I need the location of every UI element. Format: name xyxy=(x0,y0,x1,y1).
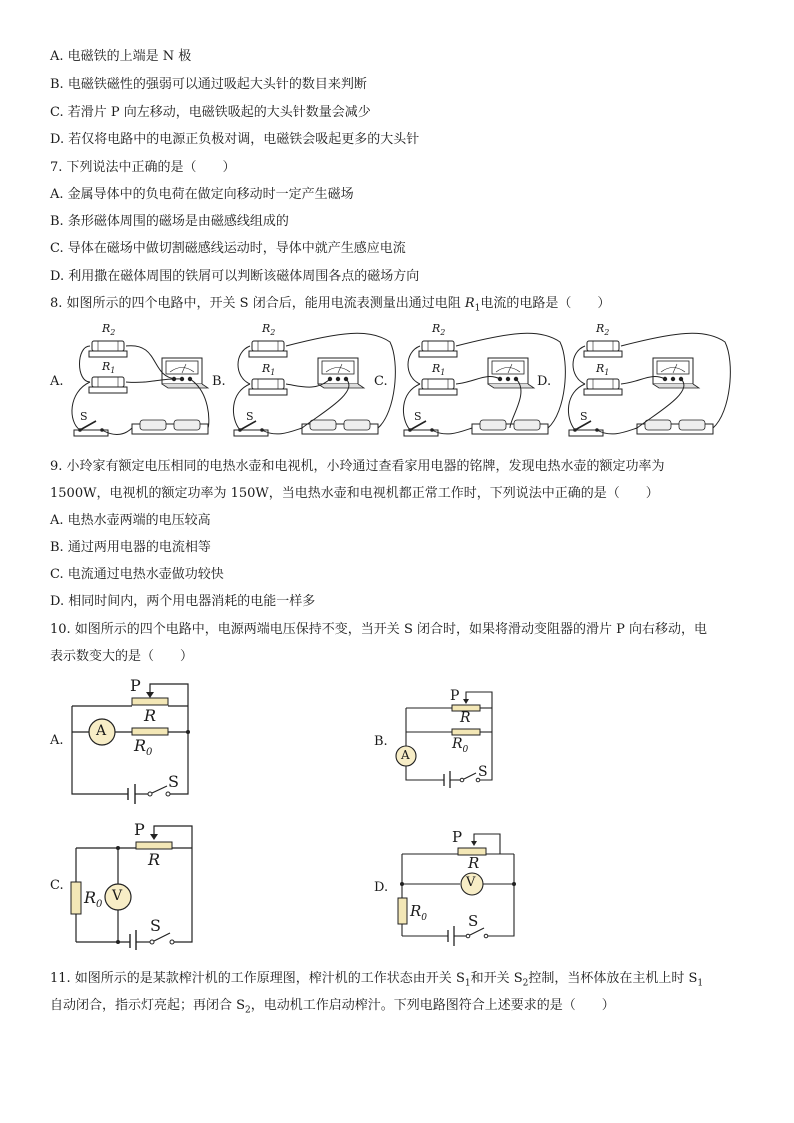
q8a-switch xyxy=(74,421,108,436)
q8a-r2-label: $R_2$ xyxy=(102,322,116,338)
q8-circuit-a xyxy=(72,341,209,436)
q10d-p: P xyxy=(452,828,463,846)
q9-option-b: B. 通过两用电器的电流相等 xyxy=(50,540,211,555)
q8a-ammeter xyxy=(162,358,208,388)
q10c-s: S xyxy=(150,916,161,935)
q10c-p: P xyxy=(134,820,145,839)
q8c-r1-label: $R_1$ xyxy=(432,362,446,378)
q8c-resistor-r2 xyxy=(419,341,457,357)
q8c-s-label: S xyxy=(414,410,422,423)
q8c-resistor-r1 xyxy=(419,379,457,395)
q8d-battery xyxy=(637,420,713,434)
q8-stem: 8. 如图所示的四个电路中，开关 S 闭合后，能用电流表测量出通过电阻 $R_1$电流的电路是（ ） xyxy=(50,296,611,314)
q8d-r1-label: $R_1$ xyxy=(596,362,610,378)
q10c-r0: $R_0$ xyxy=(84,888,103,911)
q8a-battery xyxy=(132,420,208,434)
q8d-resistor-r2 xyxy=(584,341,622,357)
q6-option-b: B. 电磁铁磁性的强弱可以通过吸起大头针的数目来判断 xyxy=(50,77,367,92)
q10-stem-line2: 表示数变大的是（ ） xyxy=(50,649,194,664)
q8d-r2-label: $R_2$ xyxy=(596,322,610,338)
q9-option-d: D. 相同时间内，两个用电器消耗的电能一样多 xyxy=(50,594,316,609)
q8-figures xyxy=(50,322,760,444)
q8-label-d: D. xyxy=(537,374,552,389)
q8b-resistor-r1 xyxy=(249,379,287,395)
q10-stem-line1: 10. 如图所示的四个电路中，电源两端电压保持不变，当开关 S 闭合时，如果将滑动变阻器的滑片 P 向右移动，电 xyxy=(50,622,707,637)
q10b-p: P xyxy=(450,688,460,704)
q7-option-b: B. 条形磁体周围的磁场是由磁感线组成的 xyxy=(50,214,289,229)
q10d-voltmeter: V xyxy=(466,875,476,890)
q8a-r1-label: $R_1$ xyxy=(102,360,116,376)
q10-circuit-b xyxy=(374,688,514,788)
q10a-r0: $R_0$ xyxy=(134,736,153,759)
q6-option-d: D. 若仅将电路中的电源正负极对调，电磁铁会吸起更多的大头针 xyxy=(50,132,420,147)
q7-option-c: C. 导体在磁场中做切割磁感线运动时，导体中就产生感应电流 xyxy=(50,241,406,256)
q7-option-d: D. 利用撒在磁体周围的铁屑可以判断该磁体周围各点的磁场方向 xyxy=(50,269,420,284)
q8-circuit-b xyxy=(233,333,395,436)
q10-label-d: D. xyxy=(374,880,389,895)
q8-label-a: A. xyxy=(50,374,64,389)
q10-circuit-d xyxy=(374,828,534,946)
q8b-r2-label: $R_2$ xyxy=(262,322,276,338)
q10b-s: S xyxy=(478,764,488,780)
q8c-r2-label: $R_2$ xyxy=(432,322,446,338)
q11-stem-line2: 自动闭合，指示灯亮起；再闭合 $S_2$，电动机工作启动榨汁。下列电路图符合上述要求的是（ ） xyxy=(50,998,615,1016)
q10c-voltmeter: V xyxy=(112,888,123,904)
q10d-s: S xyxy=(468,912,479,930)
q9-option-a: A. 电热水壶两端的电压较高 xyxy=(50,513,211,528)
q8d-resistor-r1 xyxy=(584,379,622,395)
q10b-ammeter: A xyxy=(401,748,410,762)
q8b-ammeter xyxy=(318,358,364,388)
q8-circuit-d xyxy=(568,333,730,436)
q10b-r: R xyxy=(460,710,471,726)
q7-stem: 7. 下列说法中正确的是（ ） xyxy=(50,160,236,175)
q10-label-b: B. xyxy=(374,734,388,749)
q10a-ammeter: A xyxy=(96,723,107,739)
q8b-battery xyxy=(302,420,378,434)
q9-stem-line1: 9. 小玲家有额定电压相同的电热水壶和电视机，小玲通过查看家用电器的铭牌，发现电热水壶的额定功率为 xyxy=(50,459,665,474)
q8a-resistor-r2 xyxy=(89,341,127,357)
q9-option-c: C. 电流通过电热水壶做功较快 xyxy=(50,567,224,582)
q7-option-a: A. 金属导体中的负电荷在做定向移动时一定产生磁场 xyxy=(50,187,354,202)
q6-option-c: C. 若滑片 P 向左移动，电磁铁吸起的大头针数量会减少 xyxy=(50,105,371,120)
q8d-s-label: S xyxy=(580,410,588,423)
q8a-resistor-r1 xyxy=(89,377,127,393)
q11-stem-line1: 11. 如图所示的是某款榨汁机的工作原理图，榨汁机的工作状态由开关 $S_1$和开关 $S_2$控制，当杯体放在主机上时 $S_1$ xyxy=(50,971,704,989)
q10a-r: R xyxy=(144,706,157,725)
q10-circuit-a xyxy=(50,676,210,804)
q10-circuit-c xyxy=(50,820,210,950)
q8-label-c: C. xyxy=(374,374,388,389)
q8-label-b: B. xyxy=(212,374,226,389)
q8c-ammeter xyxy=(488,358,534,388)
q8a-s-label: S xyxy=(80,410,88,423)
q10a-s: S xyxy=(168,772,179,791)
q10d-r: R xyxy=(468,854,480,872)
q10-label-c: C. xyxy=(50,878,64,893)
q10a-p: P xyxy=(130,676,141,695)
q10d-r0: $R_0$ xyxy=(410,902,428,923)
q8-figures-svg xyxy=(50,322,760,444)
q8b-s-label: S xyxy=(246,410,254,423)
q8b-r1-label: $R_1$ xyxy=(262,362,276,378)
q10c-r: R xyxy=(148,850,161,869)
q10b-r0: $R_0$ xyxy=(452,736,469,755)
q8b-resistor-r2 xyxy=(249,341,287,357)
q8d-ammeter xyxy=(653,358,699,388)
q9-stem-line2: 1500W，电视机的额定功率为 150W，当电热水壶和电视机都正常工作时，下列说法中正确的是（ ） xyxy=(50,486,659,501)
q10-label-a: A. xyxy=(50,733,64,748)
q6-option-a: A. 电磁铁的上端是 N 极 xyxy=(50,49,192,64)
